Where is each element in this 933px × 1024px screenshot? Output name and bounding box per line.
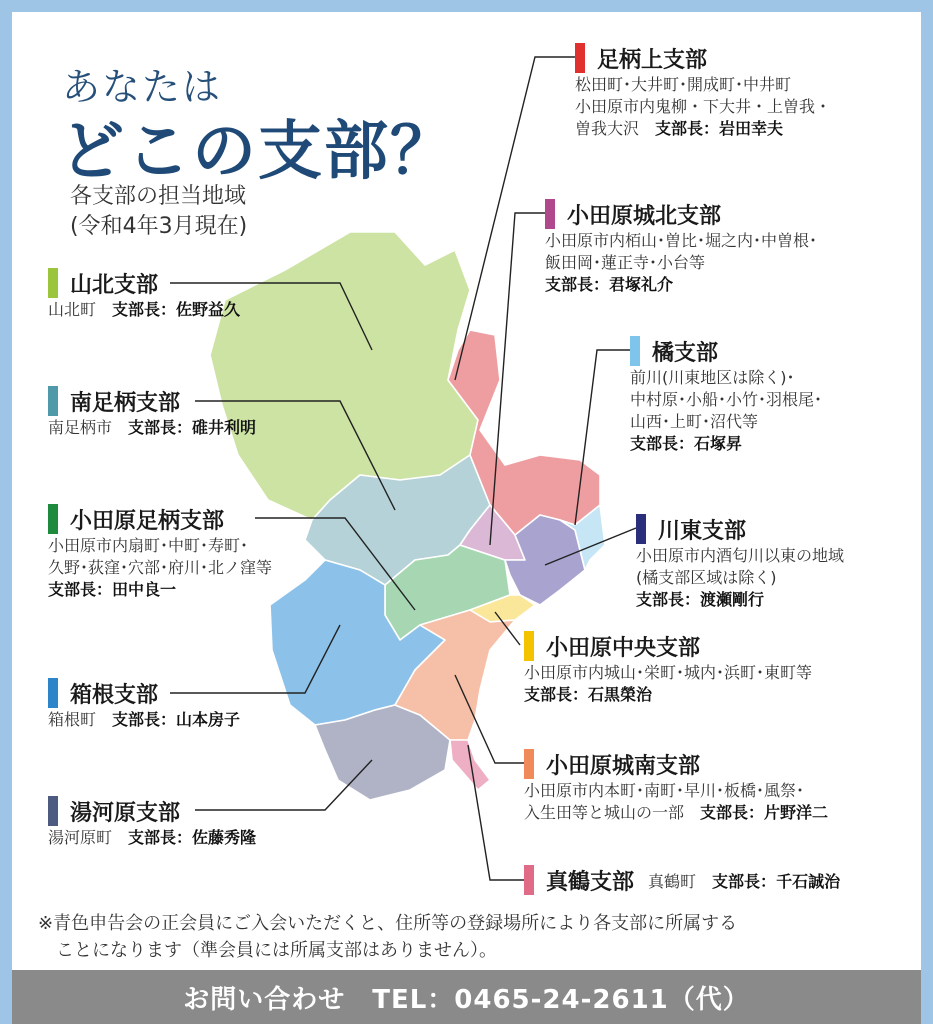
color-bar [48,386,58,416]
chief-label: 支部長： [700,803,765,822]
area-line: 湯河原町 [48,828,113,847]
color-bar [48,796,58,826]
area-line: 箱根町 [48,710,97,729]
branch-name: 小田原足柄支部 [70,508,225,534]
branch-sanboku [48,267,240,321]
area-chief-line [48,417,256,439]
color-bar [575,43,585,73]
area-line: 前川(川東地区は除く)･ [630,368,795,387]
chief-line [545,274,817,296]
branch-jouhoku [545,198,817,296]
branch-name: 南足柄支部 [70,390,181,416]
chief-name: 田中良一 [112,580,177,599]
chief-label: 支部長： [630,434,695,453]
branch-name: 小田原城南支部 [546,753,701,779]
branch-name: 足柄上支部 [597,47,708,73]
subtitle [70,182,247,242]
area-line: 小田原市内鬼柳・下大井・上曽我・ [575,97,832,116]
subtitle-line-2: (令和4年3月現在) [70,214,248,239]
membership-note [38,910,908,964]
area-line: 松田町･大井町･開成町･中井町 [575,75,792,94]
note-line-1: ※青色申告会の正会員にご入会いただくと、住所等の登録場所により各支部に所属する [38,913,738,934]
area-line: 山北町 [48,300,97,319]
area-line: 入生田等と城山の一部 [524,803,685,822]
color-bar [48,678,58,708]
chief-name: 石塚昇 [694,434,743,453]
area-line: 曽我大沢 [575,119,640,138]
chief-line [636,589,844,611]
chief-line [630,433,822,455]
chief-name: 渡瀬剛行 [700,590,765,609]
area-chief-line [48,827,256,849]
area-chief-inline [648,869,840,892]
color-bar [636,514,646,544]
branch-manazuru [524,864,840,896]
area-line: 小田原市内酒匂川以東の地域 [636,546,845,565]
area-line: 真鶴町 [648,871,697,891]
area-line: 小田原市内本町･南町･早川･板橋･風祭･ [524,781,805,800]
chief-label: 支部長： [655,119,720,138]
chief-label: 支部長： [636,590,701,609]
color-bar [524,865,534,895]
branch-hakone [48,677,240,731]
branch-name: 小田原中央支部 [546,635,701,661]
branch-kawahigashi [636,513,844,611]
branch-yugawara [48,795,256,849]
chief-name: 君塚礼介 [609,275,674,294]
color-bar [630,336,640,366]
chief-line [48,579,272,601]
region-manazuru [450,740,490,790]
color-bar [48,268,58,298]
chief-label: 支部長： [712,871,777,891]
chief-label: 支部長： [128,828,193,847]
branch-name: 箱根支部 [70,682,159,708]
branch-name: 真鶴支部 [546,869,635,895]
title-line-1: あなたは [62,65,223,109]
area-line: 小田原市内城山･栄町･城内･浜町･東町等 [524,663,813,682]
chief-name: 石黒榮治 [588,685,653,704]
note-line-2: ことになります（準会員には所属支部はありません）。 [56,940,497,961]
area-chief-line [48,299,240,321]
chief-name: 岩田幸夫 [719,119,784,138]
branch-name: 湯河原支部 [70,800,181,826]
branch-chuo [524,630,812,706]
branch-tachibana [630,335,822,455]
area-line: 久野･荻窪･穴部･府川･北ノ窪等 [48,558,273,577]
color-bar [524,749,534,779]
chief-label: 支部長： [545,275,610,294]
poster [12,12,921,1024]
area-chief-line [524,802,828,824]
chief-label: 支部長： [48,580,113,599]
branch-name: 橘支部 [652,340,719,366]
chief-label: 支部長： [112,710,177,729]
title-line-2: どこの支部？ [60,114,456,189]
chief-label: 支部長： [112,300,177,319]
area-line: 山西･上町･沼代等 [630,412,759,431]
area-chief-line [48,709,240,731]
area-line: 飯田岡･蓮正寺･小台等 [545,253,706,272]
chief-line [524,684,812,706]
color-bar [524,631,534,661]
branch-name: 小田原城北支部 [567,203,722,229]
area-chief-line [575,118,831,140]
chief-label: 支部長： [128,418,193,437]
branch-ashigara [48,503,272,601]
area-line: 小田原市内栢山･曽比･堀之内･中曽根･ [545,231,818,250]
branch-name: 川東支部 [658,518,747,544]
chief-name: 山本房子 [176,710,241,729]
branch-minamiashigara [48,385,256,439]
chief-name: 碓井利明 [192,418,257,437]
chief-name: 佐野益久 [176,300,241,319]
contact-footer: お問い合わせ TEL：0465-24-2611（代） [12,970,921,1024]
branch-name: 山北支部 [70,272,159,298]
area-line: 小田原市内扇町･中町･寿町･ [48,536,249,555]
area-line: (橘支部区域は除く) [636,568,777,587]
chief-name: 片野洋二 [764,803,829,822]
area-line: 中村原･小船･小竹･羽根尾･ [630,390,823,409]
branch-ashigarakami [575,42,831,140]
subtitle-line-1: 各支部の担当地域 [70,184,247,209]
area-line: 南足柄市 [48,418,113,437]
color-bar [545,199,555,229]
chief-label: 支部長： [524,685,589,704]
chief-name: 千石誠治 [776,871,841,891]
chief-name: 佐藤秀隆 [192,828,257,847]
color-bar [48,504,58,534]
branch-jounan [524,748,828,824]
